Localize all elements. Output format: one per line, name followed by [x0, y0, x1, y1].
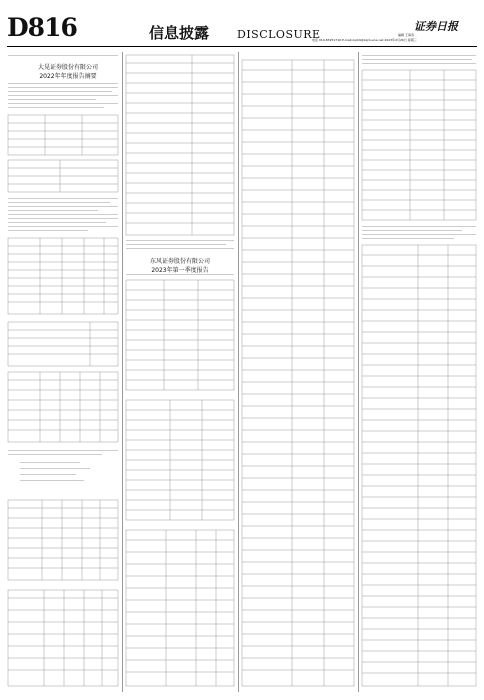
section-title-en: DISCLOSURE — [237, 28, 321, 41]
article-report-title: 2023年第一季度报告 — [151, 267, 209, 274]
newspaper-logo: 证券日报 — [414, 20, 458, 33]
page-number: D816 — [7, 13, 77, 42]
article-company-name: 大晃证券股份有限公司 — [37, 64, 98, 71]
article-report-title: 2022年年度报告摘要 — [39, 73, 97, 80]
contact-line: 电话 010-83251716 E-mail:zqrb9@zqrb.sina.net 2023年4月26日 星期三 — [312, 38, 417, 42]
section-title: 信息披露 — [149, 24, 210, 42]
article-company-name: 东风证券股份有限公司 — [149, 258, 210, 265]
editor-line: 编辑 王海涛 — [398, 33, 414, 37]
